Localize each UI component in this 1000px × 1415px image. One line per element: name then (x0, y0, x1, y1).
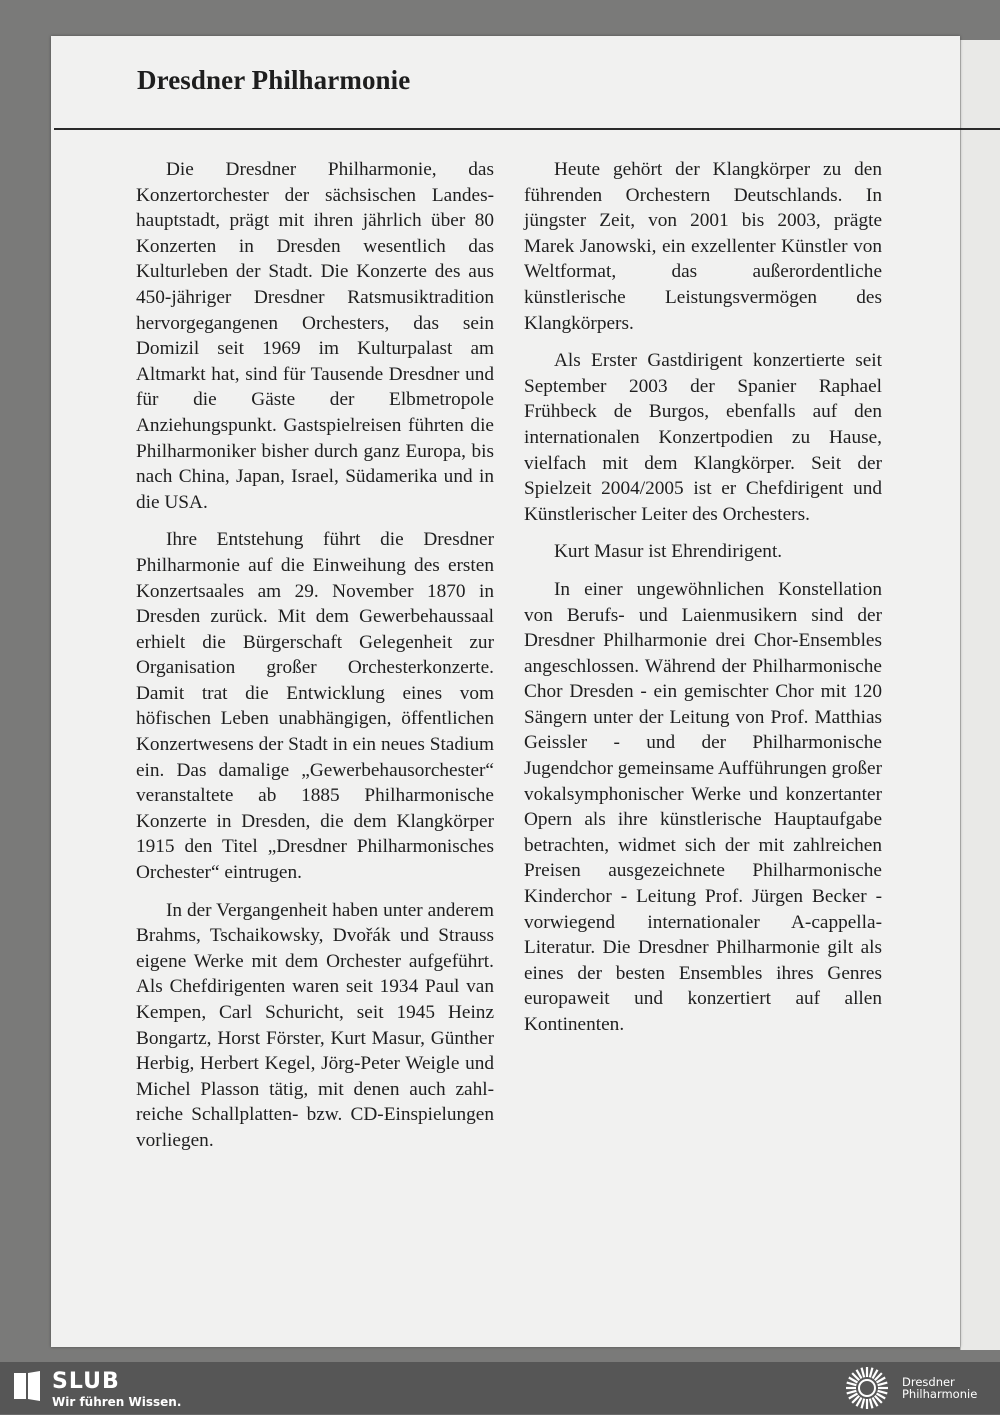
paragraph: Ihre Entstehung führt die Dresdner Philharmonie auf die Einweihung des ersten Konzertsaales am 29. November 1870 in Dresden zurück. Mit dem Gewerbehaussaal erhielt die Bürgerschaft Gelegenheit zur Organisation großer Orchesterkonzerte. Damit trat die Entwicklung eines vom höfischen Leben unabhängigen, öffentlichen Konzertwesens der Stadt in ein neues Stadium ein. Das damalige „Gewerbehausorchester“ veranstaltete ab 1885 Philharmonische Konzerte in Dresden, die dem Klangkörper 1915 den Titel „Dresdner Philharmonisches Orchester“ eintrugen. (136, 529, 494, 884)
next-page-edge (960, 40, 1000, 1350)
slub-logo-icon[interactable] (14, 1371, 40, 1401)
paragraph: In einer ungewöhnlichen Konstellation von Berufs- und Laienmusikern sind der Dresdner Philharmonie drei Chor-Ensembles angeschlossen. Während der Philharmonische Chor Dresden - ein gemischter Chor mit 120 Sängern unter der Leitung von Prof. Matthias Geissler - und der Philharmonische Jugendchor gemeinsame Aufführungen großer vokalsymphonischer Werke und konzertanter Opern als ihre künstlerische Hauptaufgabe betrachten, widmet sich der mit zahlreichen Preisen ausgezeichnete Philharmonische Kinderchor - Leitung Prof. Jürgen Becker - vorwiegend internationaler A-cappella-Literatur. Die Dresdner Philharmonie gilt als eines der besten Ensembles ihres Genres europaweit und konzertiert auf allen Kontinenten. (524, 578, 882, 1035)
paragraph: Die Dresdner Philharmonie, das Konzertorchester der sächsischen Landeshauptstadt, prägt mit ihren jährlich über 80 Konzerten in Dresden wesentlich das Kulturleben der Stadt. Die Konzerte des aus 450-jähriger Dresdner Ratsmusiktradition hervorgegangenen Orchesters, das sein Domizil seit 1969 im Kulturpalast am Altmarkt hat, sind für Tausende Dresdner und für die Gäste der Elbmetropole Anziehungspunkt. Gastspielreisen führten die Philharmoniker bisher durch ganz Europa, bis nach China, Japan, Israel, Südamerika und in die USA. (136, 159, 494, 513)
title-rule (54, 128, 960, 130)
right-text-column (524, 157, 882, 1050)
page-title: Dresdner Philharmonie (137, 65, 411, 95)
paragraph: Als Erster Gastdirigent konzertierte seit September 2003 der Spanier Raphael Frühbeck de Burgos, ebenfalls auf den internationalen Konzertpodien zu Hause, vielfach mit dem Klangkörper. Seit der Spielzeit 2004/2005 ist er Chefdirigent und Künstlerischer Leiter des Orchesters. (524, 350, 882, 525)
next-page-rule (960, 128, 1000, 130)
paragraph: In der Vergangenheit haben unter anderem Brahms, Tschaikowsky, Dvořák und Strauss eigene Werke mit dem Orchester aufgeführt. Als Chefdirigenten waren seit 1934 Paul van Kempen, Carl Schuricht, seit 1945 Heinz Bongartz, Horst Förster, Kurt Masur, Günther Herbig, Herbert Kegel, Jörg-Peter Weigle und Michel Plasson tätig, mit denen auch zahlreiche Schallplatten- bzw. CD-Einspielungen vorliegen. (136, 899, 494, 1151)
partner-name-line2: Philharmonie (902, 1387, 978, 1401)
paragraph: Kurt Masur ist Ehrendirigent. (554, 541, 783, 563)
left-text-column (136, 157, 494, 1166)
slub-tagline: Wir führen Wissen. (52, 1395, 182, 1409)
dresdner-philharmonie-logo-icon[interactable] (842, 1366, 892, 1410)
partner-name-line1: Dresdner (902, 1375, 955, 1389)
slub-name[interactable]: SLUB (52, 1369, 120, 1394)
partner-name[interactable] (902, 1376, 998, 1400)
paragraph: Heute gehört der Klangkörper zu den führenden Orchestern Deutschlands. In jüngster Zeit, von 2001 bis 2003, prägte Marek Janowski, ein exzellenter Künstler von Weltformat, das außerordentliche künstlerische Leistungsvermögen des Klangkörpers. (524, 159, 882, 334)
footer-bar (0, 1362, 1000, 1414)
